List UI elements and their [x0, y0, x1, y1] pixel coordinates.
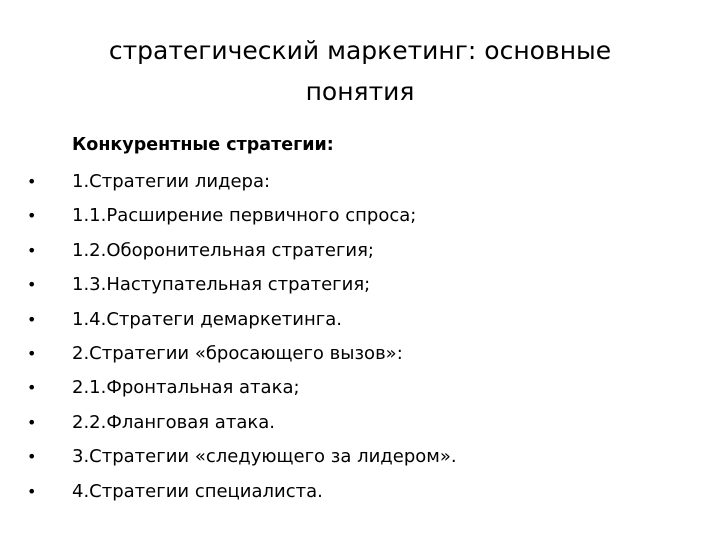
list-item-text: 1.Стратегии лидера:: [72, 171, 271, 192]
list-item-text: 2.Стратегии «бросающего вызов»:: [72, 342, 403, 364]
bullet-icon: •: [27, 481, 37, 501]
list-item-text: 1.2.Оборонительная стратегия;: [72, 239, 375, 261]
bullet-icon: •: [27, 447, 37, 467]
list-item-text: 1.1.Расширение первичного спроса;: [72, 205, 417, 227]
bullet-icon: •: [27, 275, 37, 295]
list-item-text: 3.Стратегии «следующего за лидером».: [72, 446, 457, 468]
bullet-icon: •: [27, 378, 37, 398]
slide-title: стратегический маркетинг: основные понятия: [108, 36, 612, 106]
bullet-icon: •: [27, 309, 37, 329]
bullet-icon: •: [27, 206, 37, 226]
bullet-icon: •: [27, 343, 37, 363]
list-item-text: 4.Стратегии специалиста.: [72, 480, 323, 502]
list-item-text: 2.2.Фланговая атака.: [72, 411, 275, 433]
bullet-icon: •: [27, 412, 37, 432]
list-item-text: 1.4.Стратеги демаркетинга.: [72, 308, 342, 330]
section-heading: Конкурентные стратегии:: [72, 135, 334, 155]
list-item-text: 1.3.Наступательная стратегия;: [72, 274, 371, 296]
list-item-text: 2.1.Фронтальная атака;: [72, 377, 300, 399]
bullet-icon: •: [27, 240, 37, 260]
bullet-icon: •: [27, 172, 37, 191]
